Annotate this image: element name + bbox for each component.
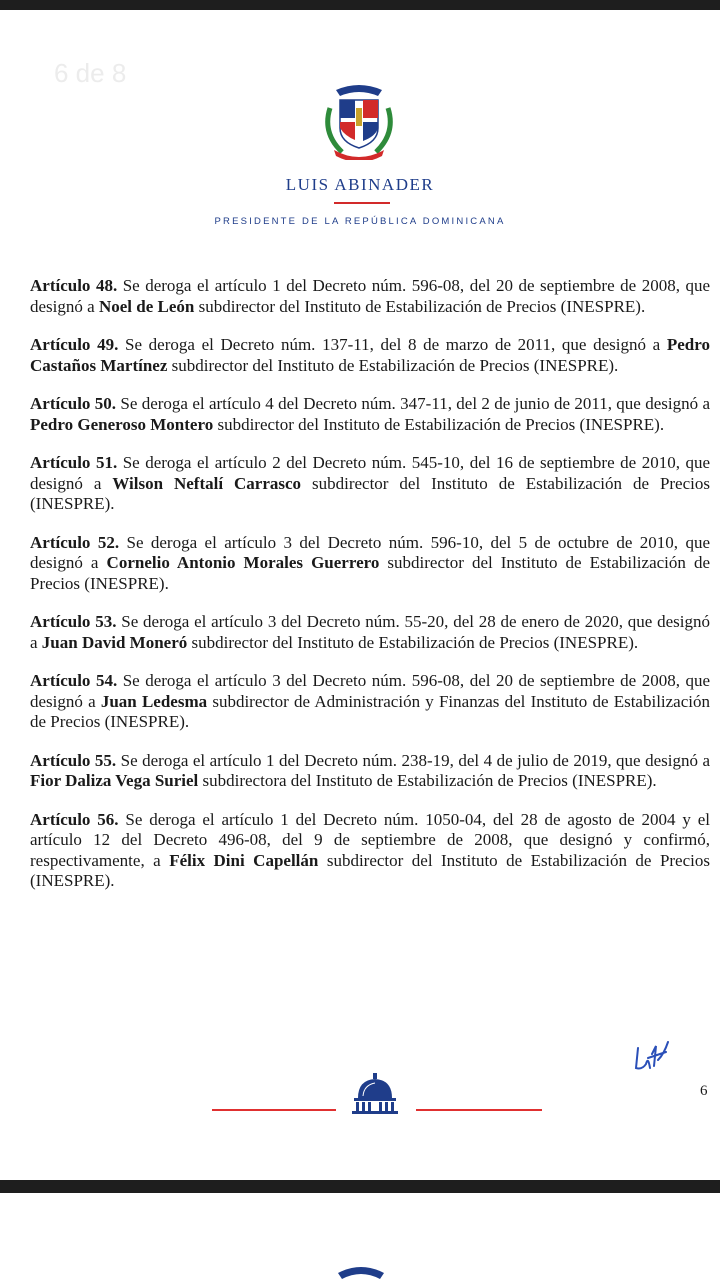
article-text: subdirector del Instituto de Estabilización de Precios (INESPRE). [30,473,710,513]
article-50 [30,394,710,435]
article-text: Se deroga el artículo 1 del Decreto núm. 1050-04, del 28 de agosto de 2004 y el artículo 12 del Decreto 496-08, del 9 de septiembre de 2008, que designó y confirmó, respectivamente, a [30,809,711,870]
article-text: Se deroga el artículo 1 del Decreto núm. 238-19, del 4 de julio de 2019, que designó a [116,750,710,770]
article-label: Artículo 52. [30,532,120,552]
article-51 [30,453,710,515]
article-label: Artículo 55. [30,750,117,770]
header-divider [334,202,390,204]
person-name: Pedro Generoso Montero [30,414,214,434]
article-56 [30,810,710,892]
page-number: 6 [700,1083,708,1099]
article-label: Artículo 51. [30,453,118,472]
article-55 [30,751,710,792]
article-label: Artículo 56. [30,809,119,829]
article-text: Se deroga el artículo 4 del Decreto núm. 347-11, del 2 de junio de 2011, que designó a [116,394,710,413]
article-text: Se deroga el artículo 3 del Decreto núm. 55-20, del 28 de enero de 2020, que designó a [30,612,710,652]
coat-of-arms-icon [320,78,398,160]
article-label: Artículo 48. [30,276,118,295]
president-name: LUIS ABINADER [285,175,435,194]
article-text: subdirector del Instituto de Estabilización de Precios (INESPRE). [213,414,665,434]
person-name: Juan David Moneró [41,632,188,652]
document-page [0,10,720,1180]
article-text: Se deroga el artículo 2 del Decreto núm. 545-10, del 16 de septiembre de 2010, que designó a [30,453,710,493]
person-name: Fior Daliza Vega Suriel [30,771,199,790]
article-label: Artículo 50. [30,394,117,413]
article-text: subdirectora del Instituto de Estabilización de Precios (INESPRE). [198,771,657,790]
article-52 [30,533,710,595]
article-label: Artículo 54. [30,671,118,690]
person-name: Félix Dini Capellán [169,850,319,870]
article-text: Se deroga el artículo 3 del Decreto núm. 596-08, del 20 de septiembre de 2008, que designó a [30,671,710,711]
president-title: PRESIDENTE DE LA REPÚBLICA DOMINICANA [214,216,506,227]
article-text: subdirector del Instituto de Estabilización de Precios (INESPRE). [194,296,646,316]
article-label: Artículo 53. [30,612,117,631]
article-48 [30,276,710,317]
article-text: Se deroga el artículo 3 del Decreto núm. 596-10, del 5 de octubre de 2010, que designó a [30,532,710,572]
article-53 [30,612,710,653]
person-name: Noel de León [98,296,195,316]
article-label: Artículo 49. [30,335,119,354]
person-name: Juan Ledesma [100,691,208,711]
article-text: subdirector del Instituto de Estabilización de Precios (INESPRE). [30,553,710,593]
article-text: Se deroga el artículo 1 del Decreto núm. 596-08, del 20 de septiembre de 2008, que designó a [30,276,710,316]
footer-line-left [212,1109,336,1111]
person-name: Wilson Neftalí Carrasco [112,473,302,493]
article-54 [30,671,710,733]
footer-line-right [416,1109,542,1111]
article-text: subdirector del Instituto de Estabilización de Precios (INESPRE). [30,850,710,890]
article-text: Se deroga el Decreto núm. 137-11, del 8 de marzo de 2011, que designó a [118,335,667,354]
next-page-preview[interactable] [0,1193,720,1280]
person-name: Cornelio Antonio Morales Guerrero [106,553,380,572]
article-text: subdirector del Instituto de Estabilización de Precios (INESPRE). [167,355,619,375]
national-palace-dome-icon [350,1072,400,1114]
handwritten-initials [632,1040,672,1074]
articles-list [30,276,710,910]
article-text: subdirector del Instituto de Estabilización de Precios (INESPRE). [187,632,639,652]
person-name: Pedro Castaños Martínez [30,335,710,375]
page-indicator: 6 de 8 [54,58,127,88]
coat-of-arms-icon [326,1257,396,1280]
article-49 [30,335,710,376]
article-text: subdirector de Administración y Finanzas del Instituto de Estabilización de Precios (INESPRE). [30,691,710,731]
